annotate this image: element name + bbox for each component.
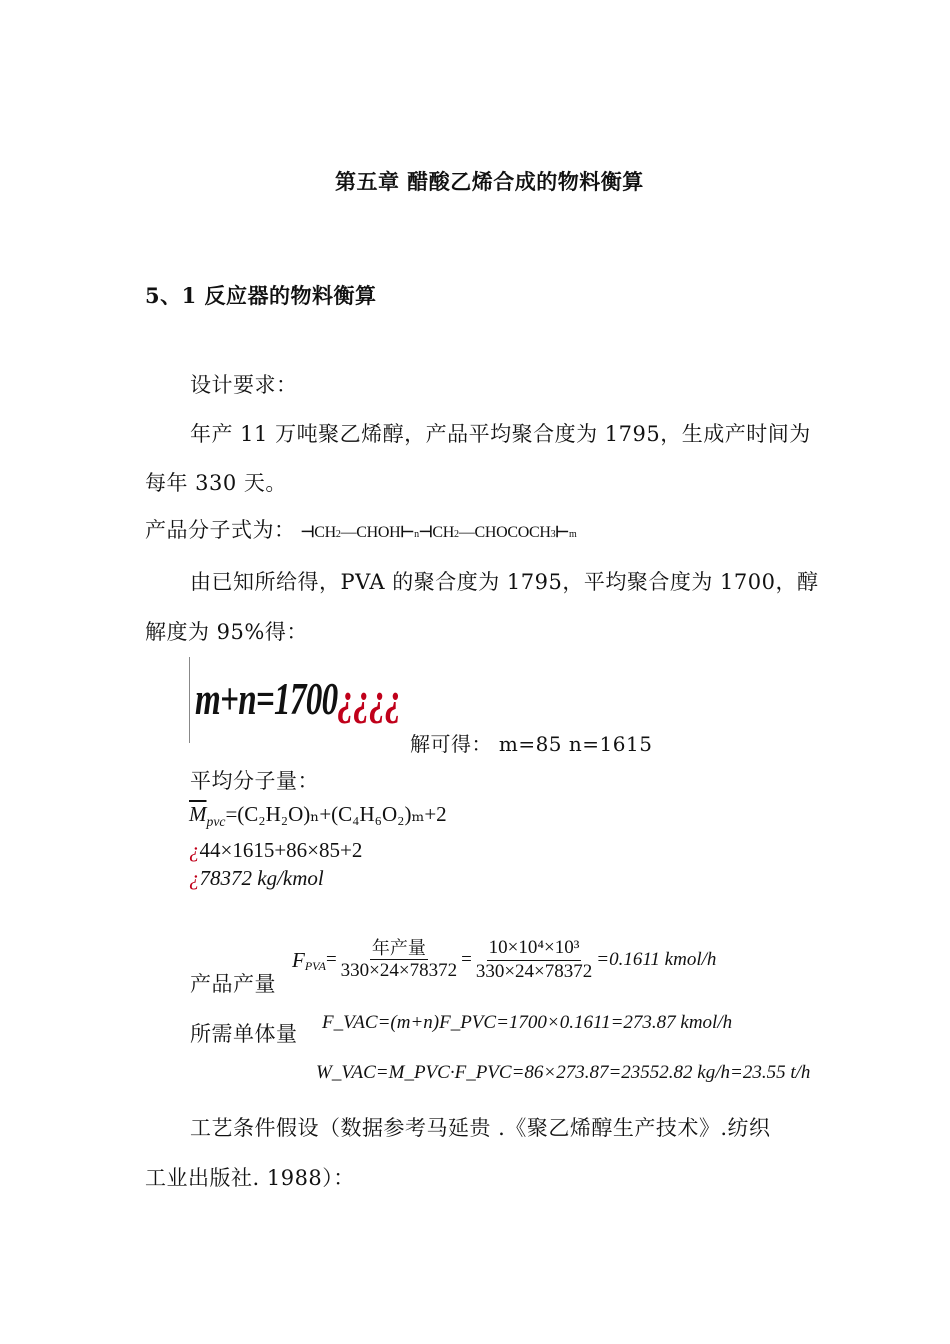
polymer-structure: ⊣CH2—CHOH⊢n⊣CH2—CHOCOCH3⊢m: [300, 524, 577, 541]
avg-molecular-weight-label: 平均分子量：: [190, 769, 319, 793]
mpvc-equation: $\overline{M}_{pvc}=(C_2H_2O)_n+(C_4H_6O_2)_m+2$: [189, 802, 447, 830]
brace-line: [189, 657, 190, 743]
paragraph-1-line-1: 年产 11 万吨聚乙烯醇，产品平均聚合度为 1795，生成产时间为: [190, 422, 811, 446]
paragraph-3-line-2: 工业出版社. 1988）：: [145, 1166, 355, 1190]
fpva-fraction-2: $\frac{\text{10×10⁴×10³}}{330\times 24\times 78372}$: [475, 937, 593, 982]
solution-text: 解可得： m=85 n=1615: [410, 732, 653, 756]
fpva-equation: F $_{PVA}$ = $\frac{\text{年产量}}{330\times 24\times 78372}$ = $\frac{\text{10×10⁴×10³}}{330\times 24\times 78372}$ =0.1611 kmol/h: [292, 937, 717, 982]
paragraph-1-line-2: 每年 330 天。: [145, 471, 287, 495]
fpva-fraction-1: $\frac{\text{年产量}}{330\times 24\times 78372}$: [340, 937, 458, 982]
monomer-label: 所需单体量: [190, 1022, 298, 1046]
mpvc-line-3: ¿78372 kg/kmol: [189, 866, 324, 890]
output-label: 产品产量: [190, 972, 276, 996]
product-formula-line: [145, 514, 576, 544]
section-title: 5、1 反应器的物料衡算: [145, 283, 377, 308]
chapter-title: 第五章 醋酸乙烯合成的物料衡算: [335, 169, 644, 194]
paragraph-2-line-2: 解度为 95%得：: [145, 620, 308, 644]
paragraph-2-line-1: 由已知所给得，PVA 的聚合度为 1795，平均聚合度为 1700，醇: [190, 570, 819, 594]
formula-label: 产品分子式为：: [145, 518, 296, 542]
paragraph-3-line-1: 工艺条件假设（数据参考马延贵 .《聚乙烯醇生产技术》.纺织: [190, 1116, 771, 1140]
design-requirements-label: 设计要求：: [190, 373, 298, 397]
mpvc-line-2: ¿44×1615+86×85+2: [189, 838, 363, 862]
equation-sum: m+n=1700¿¿¿¿: [195, 673, 401, 724]
wvac-equation: W_VAC=M_PVC·F_PVC=86×273.87=23552.82 kg/h=23.55 t/h: [316, 1062, 811, 1083]
fvac-equation: F_VAC=(m+n)F_PVC=1700×0.1611=273.87 kmol/h: [322, 1012, 733, 1033]
